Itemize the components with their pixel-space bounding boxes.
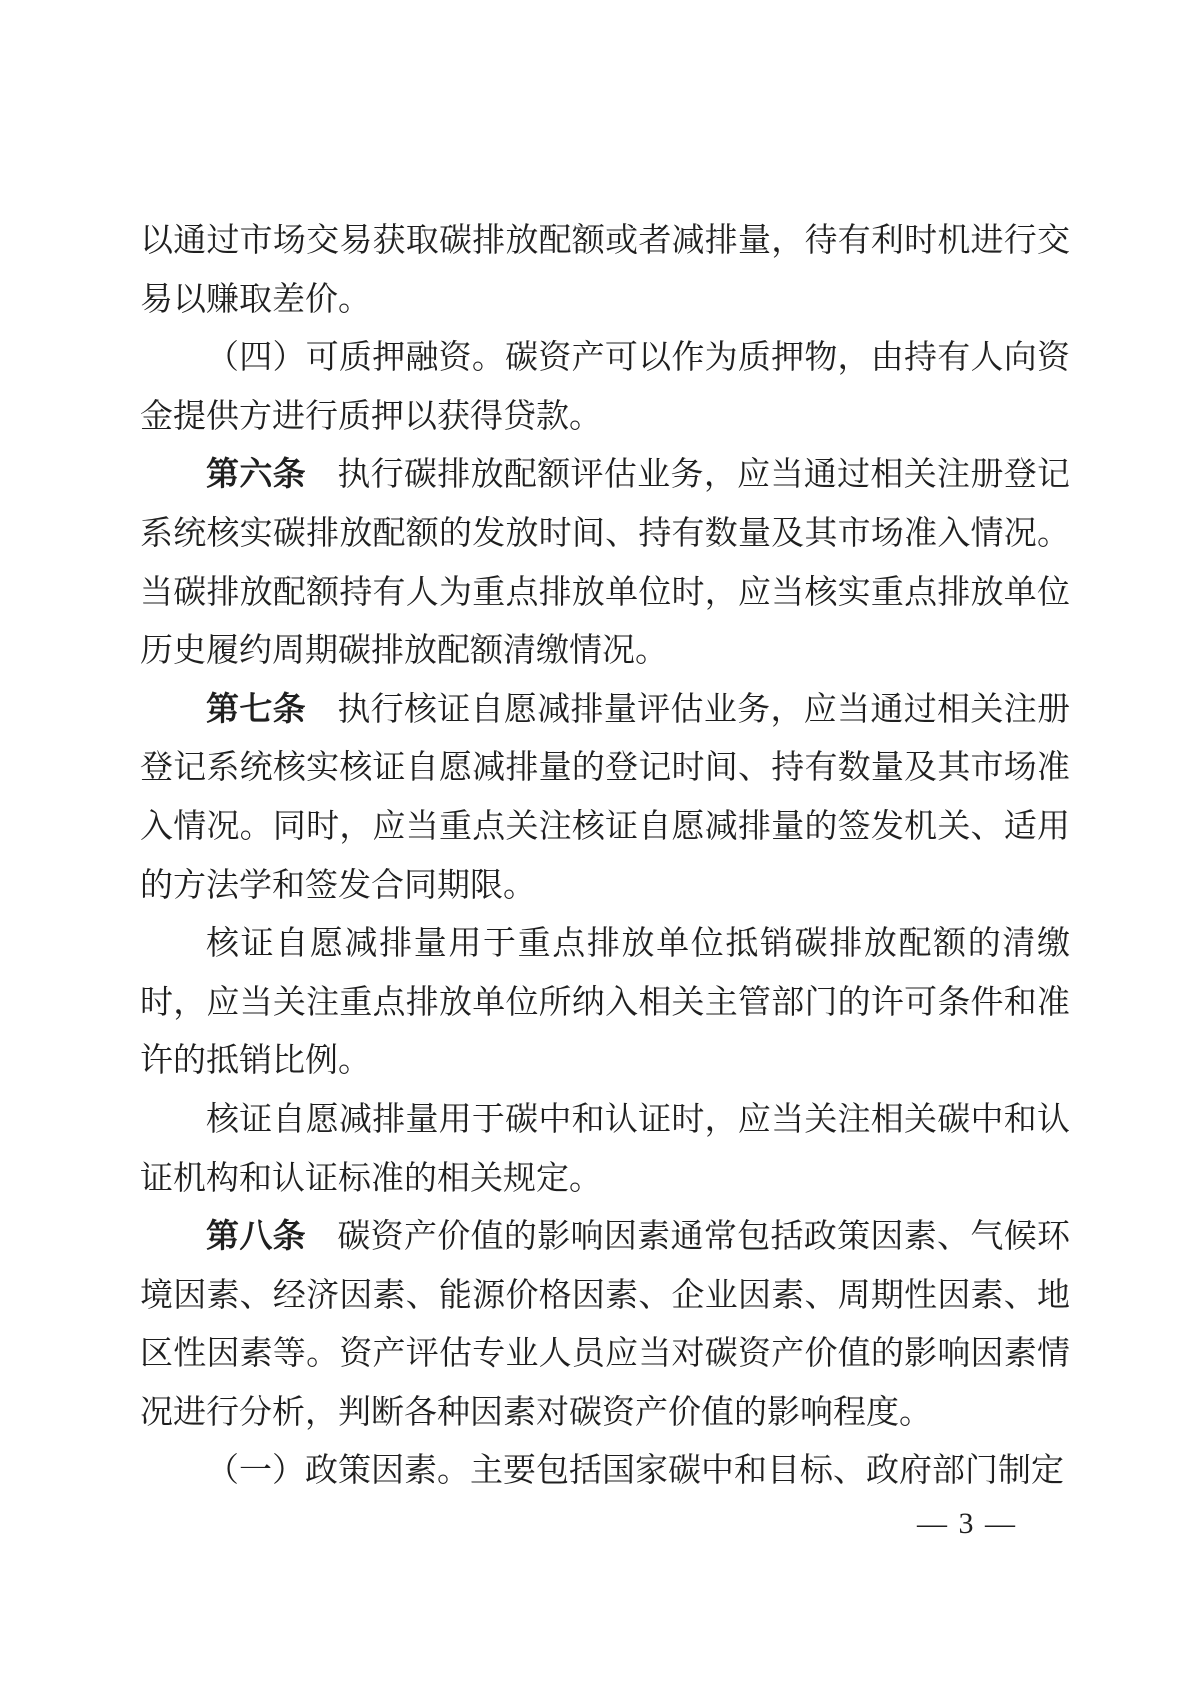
paragraph-text: 执行核证自愿减排量评估业务，应当通过相关注册登记系统核实核证自愿减排量的登记时间、持有数量及其市场准入情况。同时，应当重点关注核证自愿减排量的签发机关、适用的方法学和签发合同期限。: [140, 691, 1071, 904]
paragraph-text: 以通过市场交易获取碳排放配额或者减排量，待有利时机进行交易以赚取差价。: [140, 223, 1070, 318]
article-seven-label: 第七条: [206, 691, 306, 728]
paragraph-text: 碳资产价值的影响因素通常包括政策因素、气候环境因素、经济因素、能源价格因素、企业因素、周期性因素、地区性因素等。资产评估专业人员应当对碳资产价值的影响因素情况进行分析，判断各种因素对碳资产价值的影响程度。: [140, 1219, 1071, 1431]
paragraph-carbon-neutral-certification: [140, 1091, 1070, 1208]
paragraph-article-seven: [140, 681, 1070, 915]
paragraph-continuation: [140, 212, 1070, 329]
paragraph-offset-clearance: [140, 915, 1070, 1091]
paragraph-text: 核证自愿减排量用于重点排放单位抵销碳排放配额的清缴时，应当关注重点排放单位所纳入相关主管部门的许可条件和准许的抵销比例。: [140, 926, 1070, 1080]
paragraph-text: 执行碳排放配额评估业务，应当通过相关注册登记系统核实碳排放配额的发放时间、持有数量及其市场准入情况。当碳排放配额持有人为重点排放单位时，应当核实重点排放单位历史履约周期碳排放配额清缴情况。: [140, 457, 1071, 670]
paragraph-item-one-policy: [140, 1442, 1070, 1501]
paragraph-article-eight: [140, 1208, 1070, 1442]
paragraph-text: （一）政策因素。主要包括国家碳中和目标、政府部门制定: [206, 1453, 1064, 1490]
paragraph-text: （四）可质押融资。碳资产可以作为质押物，由持有人向资金提供方进行质押以获得贷款。: [140, 340, 1070, 435]
paragraph-item-four: [140, 329, 1070, 446]
paragraph-article-six: [140, 446, 1070, 680]
article-six-label: 第六条: [206, 457, 306, 494]
paragraph-text: 核证自愿减排量用于碳中和认证时，应当关注相关碳中和认证机构和认证标准的相关规定。: [140, 1101, 1070, 1197]
page-number: — 3 —: [917, 1507, 1017, 1540]
article-eight-label: 第八条: [206, 1219, 306, 1256]
document-body: [140, 212, 1070, 1501]
